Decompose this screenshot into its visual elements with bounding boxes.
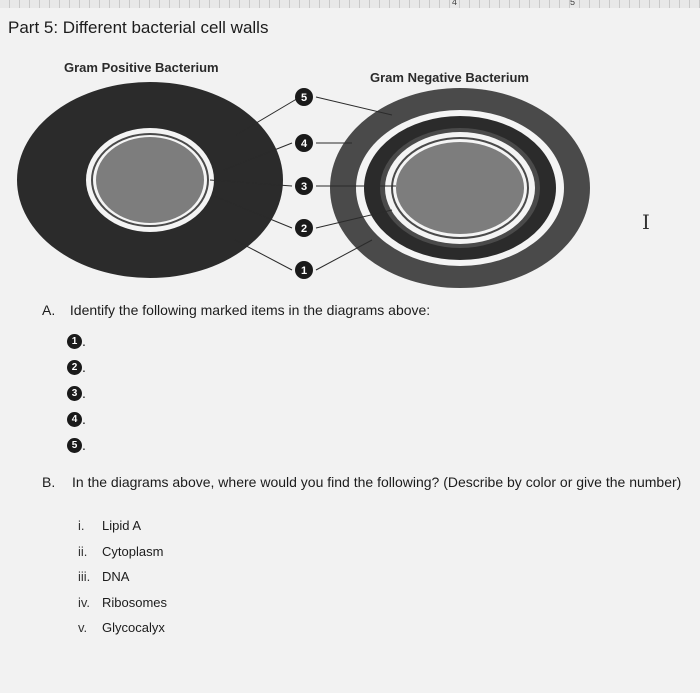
marker-3: 3 [300,181,308,193]
item-badge: 4 [67,412,82,427]
gram-negative-cell [330,88,590,288]
list-item [78,620,167,646]
item-number: iv. [78,594,91,610]
gram-negative-label: Gram Negative Bacterium [370,70,529,85]
section-b-question [42,472,682,492]
section-a-question [42,302,430,318]
bacteria-diagram [0,0,700,300]
item-suffix: . [82,385,86,401]
text-cursor-icon: I [642,210,650,234]
item-label: Ribosomes [102,594,168,610]
section-b-text: In the diagrams above, where would you find the following? (Describe by color or give the number) [72,474,682,490]
item-number: i. [78,518,85,533]
list-item [67,432,86,458]
marker-1: 1 [300,265,308,277]
item-badge: 1 [67,334,82,349]
item-number: iii. [78,569,91,584]
item-label: Glycocalyx [102,620,165,635]
list-item [67,406,86,432]
section-a-items [67,328,86,458]
item-badge: 2 [67,360,82,375]
gram-positive-label: Gram Positive Bacterium [64,60,219,75]
item-number: v. [78,620,88,635]
item-label: Cytoplasm [102,543,164,559]
item-suffix: . [82,359,86,375]
item-label: DNA [102,569,130,584]
list-item [78,569,167,595]
ruler-mark-4: 4 [452,0,458,7]
page-title: Part 5: Different bacterial cell walls [8,18,269,37]
list-item [78,518,167,544]
item-suffix: . [82,437,86,453]
item-badge: 5 [67,438,82,453]
gram-positive-cell [17,82,283,278]
ruler-mark-5: 5 [570,0,576,7]
marker-2: 2 [300,223,308,235]
list-item [67,380,86,406]
item-suffix: . [82,333,86,349]
section-b-letter: B. [42,474,56,490]
section-b-items [78,518,167,646]
list-item [67,328,86,354]
gn-cytoplasm [396,142,524,234]
item-number: ii. [78,543,88,559]
marker-4: 4 [300,138,308,150]
list-item [78,595,167,621]
list-item [67,354,86,380]
list-item [78,544,167,570]
item-label: Lipid A [102,518,142,533]
gp-cytoplasm [96,137,204,223]
markers [295,88,313,279]
marker-5: 5 [300,92,308,104]
section-a-letter: A. [42,302,56,318]
item-suffix: . [82,411,86,427]
item-badge: 3 [67,386,82,401]
section-a-text: Identify the following marked items in the diagrams above: [69,302,431,318]
